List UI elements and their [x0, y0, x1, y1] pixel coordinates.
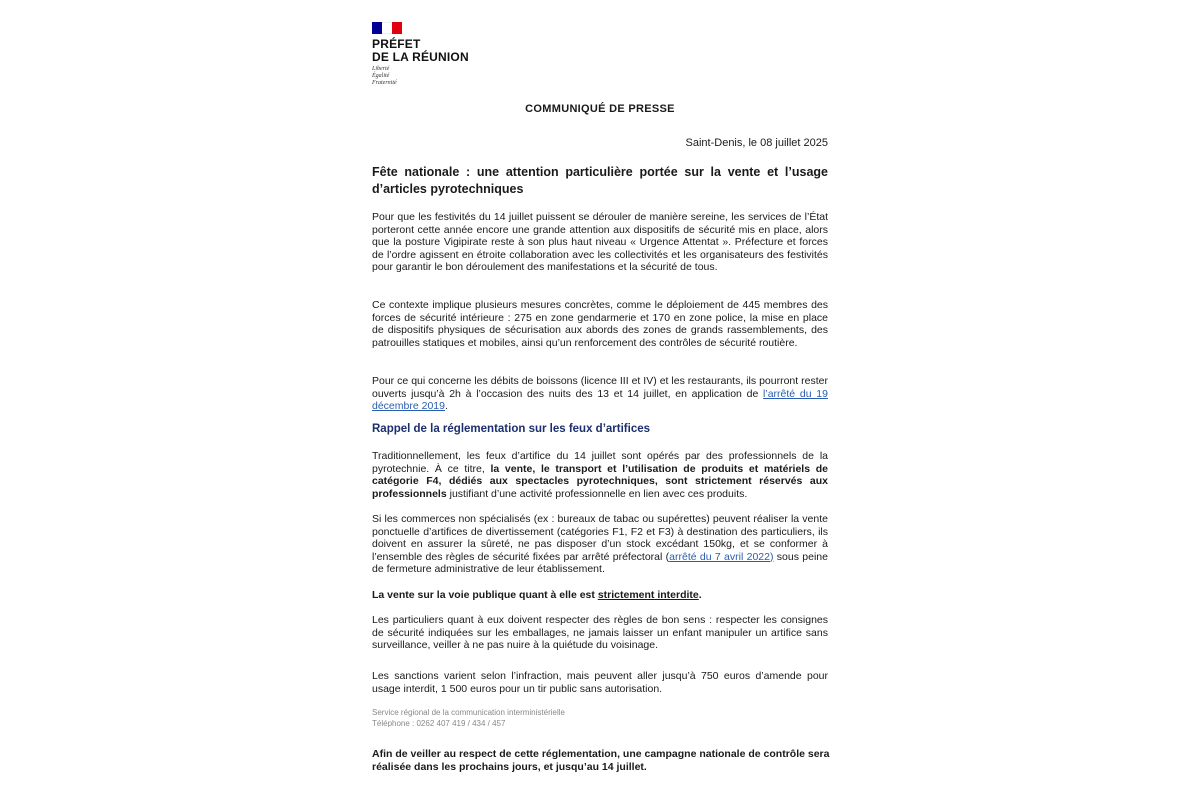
devise-egalite: Égalité	[372, 73, 390, 79]
prefet-logo	[372, 22, 469, 87]
paragraph-6-end: .	[698, 589, 702, 601]
contact-footer	[372, 707, 828, 727]
paragraph-1: Pour que les festivités du 14 juillet puissent se dérouler de manière sereine, les services de l’État porteront cette année encore une grande attention aux dispositifs de sécurité mis en place, alors que la posture Vigipirate reste à son plus haut niveau « Urgence Attentat ». Préfecture et forces de l’ordre agissent en étroite collaboration avec les collectivités et les organisateurs des festivités pour garantir le bon déroulement des manifestations et la sécurité de tous.	[372, 211, 828, 273]
prefet-line-2: DE LA RÉUNION	[372, 50, 469, 64]
footer-service: Service régional de la communication interministérielle	[372, 708, 565, 717]
dateline: Saint-Denis, le 08 juillet 2025	[685, 137, 828, 149]
paragraph-2: Ce contexte implique plusieurs mesures concrètes, comme le déploiement de 445 membres des forces de sécurité intérieure : 275 en zone gendarmerie et 170 en zone police, la mise en place de dispositifs physiques de sécurisation aux abords des zones de grands rassemblements, des patrouilles statiques et mobiles, ainsi qu’un renforcement des contrôles de sécurité routière.	[372, 299, 828, 349]
paragraph-6-underlined: strictement interdite	[597, 589, 699, 601]
bottom-note: Afin de veiller au respect de cette réglementation, une campagne nationale de contrôle sera réalisée dans les prochains jours, et jusqu’au 14 juillet.	[372, 748, 830, 773]
paragraph-5-end: sous peine de fermeture administrative de leur établissement.	[372, 550, 828, 575]
section-heading: Rappel de la réglementation sur les feux d’artifices	[372, 423, 651, 435]
prefet-line-1: PRÉFET	[372, 37, 421, 51]
devise-liberte: Liberté	[372, 66, 390, 72]
paragraph-4-bold: la vente, le transport et l’utilisation de produits et matériels de catégorie F4, dédiés aux spectacles pyrotechniques, sont strictement réservés aux professionnels	[372, 462, 828, 500]
arrete-2019-link[interactable]: l’arrêté du 19 décembre 2019	[372, 387, 828, 412]
paragraph-3-text: Pour ce qui concerne les débits de boissons (licence III et IV) et les restaurants, ils pourront rester ouverts jusqu’à 2h à l’occasion des nuits des 13 et 14 juillet, en application de	[372, 375, 828, 400]
paragraph-3-end: .	[444, 400, 448, 412]
paragraph-8: Les sanctions varient selon l’infraction, mais peuvent aller jusqu’à 750 euros d’amende pour usage interdit, 1 500 euros pour un tir public sans autorisation.	[372, 670, 828, 695]
paragraph-5	[372, 513, 828, 576]
marianne-flag-icon	[372, 22, 402, 34]
paragraph-3	[372, 375, 828, 413]
paragraph-6-start: La vente sur la voie publique quant à elle est	[372, 589, 598, 601]
devise	[372, 66, 469, 87]
prefet-name	[372, 38, 469, 64]
paragraph-4	[372, 450, 828, 500]
paragraph-4-start: Traditionnellement, les feux d’artifice du 14 juillet sont opérés par des professionnels de la pyrotechnie. À ce titre,	[372, 450, 828, 475]
footer-phone: Téléphone : 0262 407 419 / 434 / 457	[372, 719, 506, 727]
paragraph-6	[372, 589, 828, 602]
headline: Fête nationale : une attention particulière portée sur la vente et l’usage d’articles pyrotechniques	[372, 165, 828, 196]
paragraph-4-end: justifiant d’une activité professionnelle en lien avec ces produits.	[446, 487, 748, 500]
paragraph-7: Les particuliers quant à eux doivent respecter des règles de bon sens : respecter les consignes de sécurité indiquées sur les emballages, ne jamais laisser un enfant manipuler un artifice sans surveillance, veiller à ne pas nuire à la quiétude du voisinage.	[372, 614, 828, 651]
paragraph-5-text: Si les commerces non spécialisés (ex : bureaux de tabac ou supérettes) peuvent réaliser la vente ponctuelle d’artifices de divertissement (catégories F1, F2 et F3) à destination des particuliers, ils doivent en assurer la sûreté, ne pas disposer d’un stock excédant 150kg, et se conformer à l’ensemble des règles de sécurité fixées par arrêté préfectoral (	[372, 513, 828, 563]
arrete-2022-link[interactable]: arrêté du 7 avril 2022)	[669, 550, 774, 563]
devise-fraternite: Fraternité	[372, 80, 397, 86]
document-title: COMMUNIQUÉ DE PRESSE	[525, 103, 675, 115]
